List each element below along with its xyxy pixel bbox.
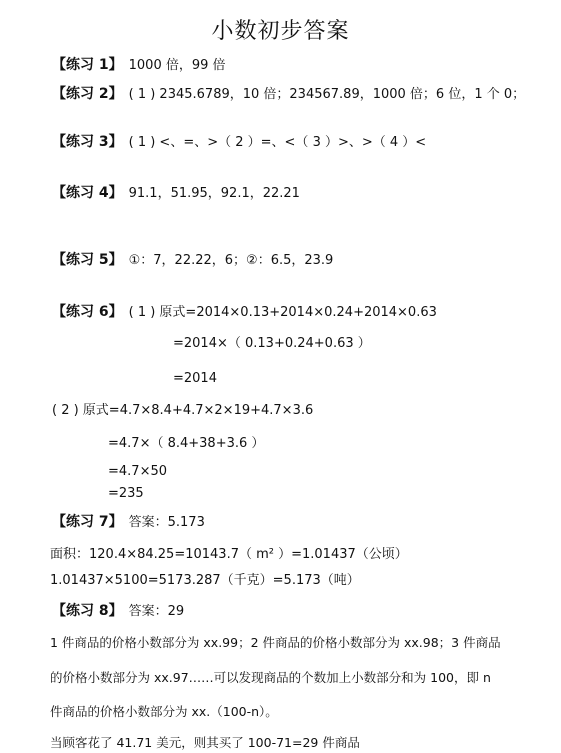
exercise-8-line-1: 1 件商品的价格小数部分为 xx.99；2 件商品的价格小数部分为 xx.98；3 件商品 bbox=[50, 635, 501, 650]
exercise-1 bbox=[52, 56, 226, 75]
exercise-6-line-6: =4.7×50 bbox=[108, 464, 168, 479]
exercise-6-line-3: =2014 bbox=[173, 371, 217, 386]
exercise-7-answer: 答案：5.173 bbox=[128, 515, 205, 530]
exercise-5 bbox=[52, 251, 333, 270]
exercise-2-answer: ( 1 ) 2345.6789，10 倍；234567.89，1000 倍；6 位，1 个 0； bbox=[128, 87, 526, 102]
exercise-8-label: 【练习 8】 bbox=[52, 603, 123, 619]
exercise-6-line-2: =2014×（ 0.13+0.24+0.63 ） bbox=[173, 336, 371, 351]
exercise-8-line-3: 件商品的价格小数部分为 xx.（100-n）。 bbox=[50, 704, 278, 719]
exercise-7-line-2: 1.01437×5100=5173.287（千克）=5.173（吨） bbox=[50, 573, 360, 588]
exercise-3 bbox=[52, 133, 426, 152]
exercise-4-label: 【练习 4】 bbox=[52, 185, 123, 201]
exercise-6-line-4: ( 2 ) 原式=4.7×8.4+4.7×2×19+4.7×3.6 bbox=[52, 403, 314, 418]
exercise-8-line-2: 的价格小数部分为 xx.97……可以发现商品的个数加上小数部分和为 100，即 n bbox=[50, 670, 491, 685]
exercise-6 bbox=[52, 303, 437, 322]
exercise-7-label: 【练习 7】 bbox=[52, 514, 123, 530]
exercise-4 bbox=[52, 184, 300, 203]
exercise-3-answer: ( 1 ) <、=、>（ 2 ）=、<（ 3 ）>、>（ 4 ）< bbox=[128, 135, 427, 150]
exercise-2-label: 【练习 2】 bbox=[52, 86, 123, 102]
exercise-8 bbox=[52, 602, 184, 621]
exercise-6-line-1: ( 1 ) 原式=2014×0.13+2014×0.24+2014×0.63 bbox=[128, 305, 437, 320]
exercise-1-label: 【练习 1】 bbox=[52, 57, 123, 73]
exercise-6-line-7: =235 bbox=[108, 486, 144, 501]
exercise-5-answer: ①：7，22.22，6；②：6.5，23.9 bbox=[128, 253, 334, 268]
exercise-8-line-4: 当顾客花了 41.71 美元，则其买了 100-71=29 件商品 bbox=[50, 735, 360, 750]
exercise-1-answer: 1000 倍，99 倍 bbox=[128, 58, 226, 73]
exercise-7 bbox=[52, 513, 205, 532]
page-title: 小数初步答案 bbox=[211, 19, 350, 44]
exercise-7-line-1: 面积：120.4×84.25=10143.7（ m² ）=1.01437（公顷） bbox=[50, 547, 408, 562]
exercise-5-label: 【练习 5】 bbox=[52, 252, 123, 268]
exercise-8-answer: 答案：29 bbox=[128, 604, 185, 619]
exercise-3-label: 【练习 3】 bbox=[52, 134, 123, 150]
exercise-2 bbox=[52, 85, 525, 104]
exercise-6-line-5: =4.7×（ 8.4+38+3.6 ） bbox=[108, 436, 265, 451]
exercise-6-label: 【练习 6】 bbox=[52, 304, 123, 320]
exercise-4-answer: 91.1，51.95，92.1，22.21 bbox=[128, 186, 300, 201]
